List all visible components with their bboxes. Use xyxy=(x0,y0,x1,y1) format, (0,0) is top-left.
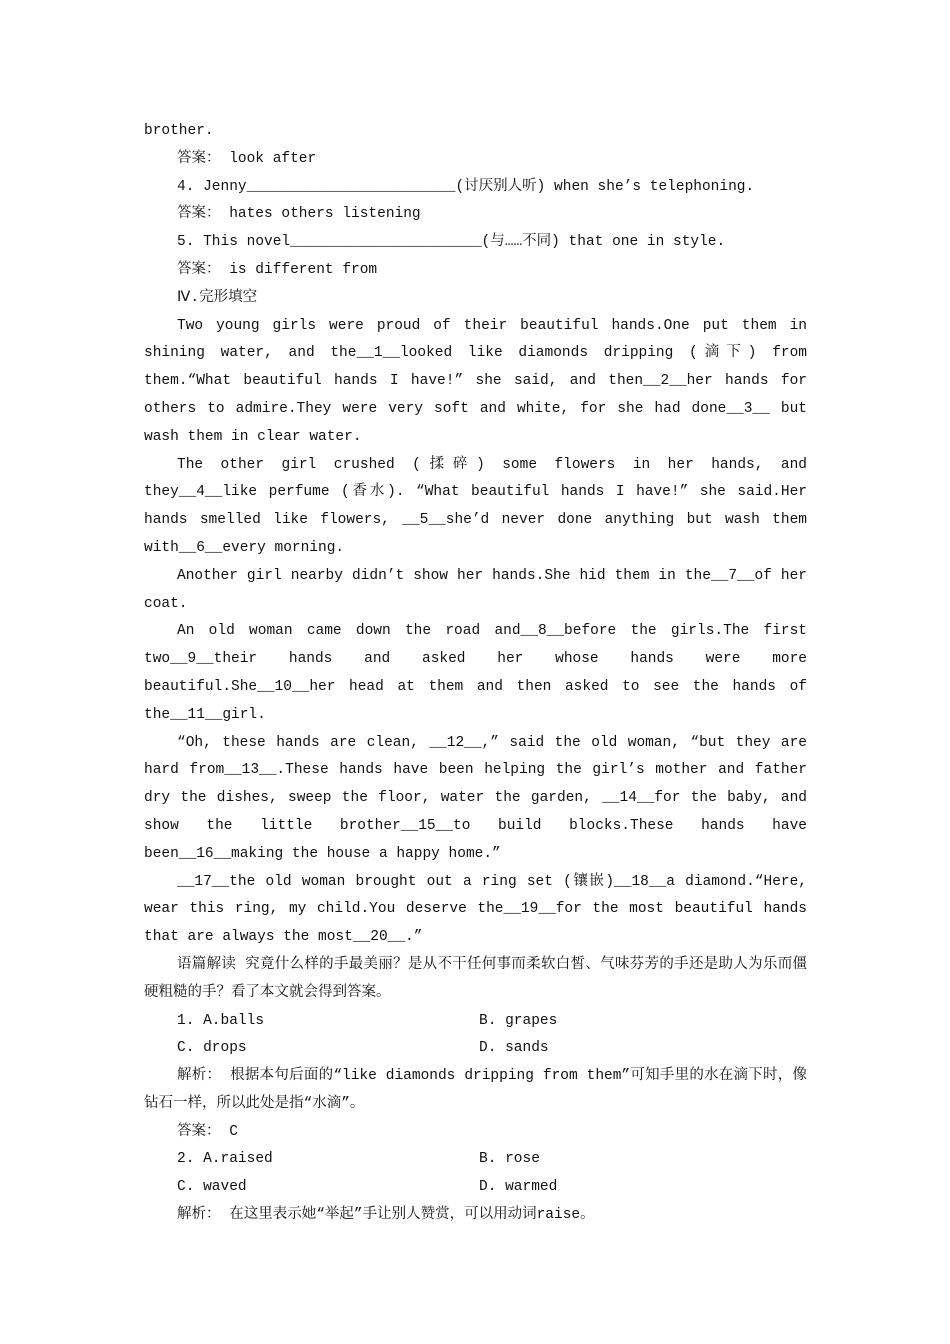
explanation: 解析： 根据本句后面的“like diamonds dripping from them”可知手里的水在滴下时，像钻石一样，所以此处是指“水滴”。 xyxy=(144,1068,807,1112)
option-b: B. grapes xyxy=(479,1012,558,1029)
options-row xyxy=(144,1035,807,1063)
question-line: 4. Jenny________________________(讨厌别人听) when she’s telephoning. xyxy=(177,178,755,195)
passage-summary: 语篇解读 究竟什么样的手最美丽？是从不干任何事而柔软白皙、气味芬芳的手还是助人为乐而僵硬粗糙的手？看了本文就会得到答案。 xyxy=(144,956,807,1001)
answer-line: 答案： hates others listening xyxy=(177,206,421,223)
option-d: D. sands xyxy=(479,1040,549,1057)
option-d: D. warmed xyxy=(479,1179,558,1196)
answer-line: 答案： is different from xyxy=(177,261,378,278)
question-line: 5. This novel______________________(与……不同) that one in style. xyxy=(177,234,726,251)
options-row xyxy=(144,1146,807,1174)
passage-paragraph-1: Two young girls were proud of their beautiful hands.One put them in shining water, and the__1__looked like diamonds dripping (滴下) from them.“What beautiful hands I have!” she said, and then__2__her hands for others to admire.They were very soft and white, for she had done__3__ but wash them in clear water. xyxy=(144,317,807,445)
passage-paragraph-6: __17__the old woman brought out a ring set (镶嵌)__18__a diamond.“Here, wear this ring, my child.You deserve the__19__for the most beautiful hands that are always the most__20__.” xyxy=(144,873,807,946)
option-a: 2. A.raised xyxy=(177,1151,273,1168)
explanation: 解析： 在这里表示她“举起”手让别人赞赏，可以用动词raise。 xyxy=(177,1207,595,1224)
passage-paragraph-4: An old woman came down the road and__8__before the girls.The first two__9__their hands and asked her whose hands were more beautiful.She__10__her head at them and then asked to see the hands of the__11__girl. xyxy=(144,623,807,723)
option-c: C. waved xyxy=(177,1179,247,1196)
document-page xyxy=(144,118,807,1230)
answer-line: 答案： look after xyxy=(177,150,317,167)
passage-paragraph-2: The other girl crushed (揉碎) some flowers in her hands, and they__4__like perfume (香水). “What beautiful hands I have!” she said.Her hands smelled like flowers, __5__she’d never done anything but wash them with__6__every morning. xyxy=(144,456,807,556)
passage-paragraph-3: Another girl nearby didn’t show her hands.She hid them in the__7__of her coat. xyxy=(144,567,807,612)
passage-paragraph-5: “Oh, these hands are clean, __12__,” said the old woman, “but they are hard from__13__.These hands have been helping the girl’s mother and father dry the dishes, sweep the floor, water the garden, __14__for the baby, and show the little brother__15__to build blocks.These hands have been__16__making the house a happy home.” xyxy=(144,734,807,862)
answer-line: 答案： C xyxy=(177,1123,238,1140)
section-heading: Ⅳ.完形填空 xyxy=(177,289,258,306)
text-line: brother. xyxy=(144,123,214,139)
option-a: 1. A.balls xyxy=(177,1012,265,1029)
option-c: C. drops xyxy=(177,1040,247,1057)
option-b: B. rose xyxy=(479,1151,540,1168)
options-row xyxy=(144,1008,807,1036)
options-row xyxy=(144,1174,807,1202)
